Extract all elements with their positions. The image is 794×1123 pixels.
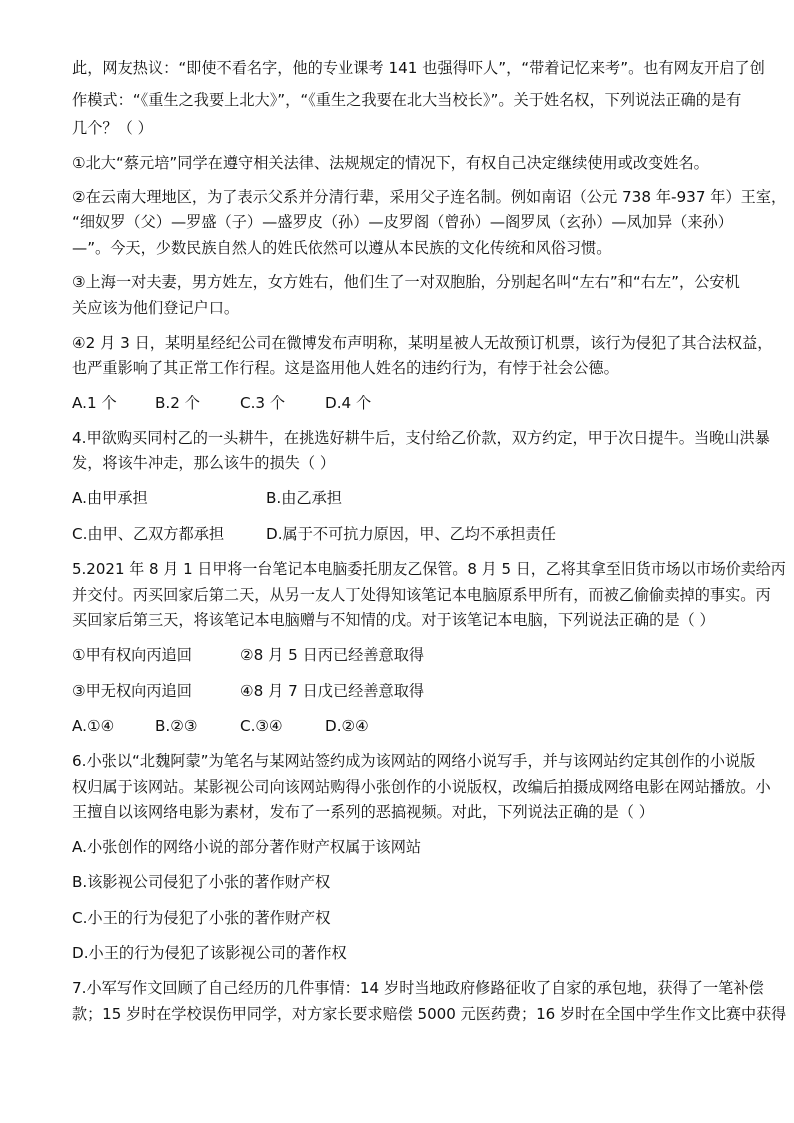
q3-option-d: D.4 个 [325, 394, 372, 412]
q5-option-d: D.②④ [325, 717, 369, 735]
q5-item-4: ④8 月 7 日戊已经善意取得 [240, 682, 425, 700]
q5-option-a: A.①④ [72, 717, 115, 735]
q6-stem-line: 王擅自以该网络电影为素材，发布了一系列的恶搞视频。对此，下列说法正确的是（ ） [72, 803, 654, 821]
q5-item-2: ②8 月 5 日丙已经善意取得 [240, 646, 425, 664]
q6-stem-line: 6.小张以“北魏阿蒙”为笔名与某网站签约成为该网站的网络小说写手，并与该网站约定其创作的小说版 [72, 752, 756, 770]
statement-4-line: 也严重影响了其正常工作行程。这是盗用他人姓名的违约行为，有悖于社会公德。 [72, 359, 619, 377]
statement-3-line: 关应该为他们登记户口。 [72, 299, 240, 317]
q5-item-1: ①甲有权向丙追回 [72, 646, 192, 664]
q6-option-c: C.小王的行为侵犯了小张的著作财产权 [72, 909, 331, 927]
q5-option-b: B.②③ [155, 717, 198, 735]
q5-item-3: ③甲无权向丙追回 [72, 682, 192, 700]
q6-option-d: D.小王的行为侵犯了该影视公司的著作权 [72, 944, 347, 962]
intro-line: 作模式：“《重生之我要上北大》”，“《重生之我要在北大当校长》”。关于姓名权，下列说法正确的是有 [72, 91, 742, 109]
q3-option-b: B.2 个 [155, 394, 200, 412]
q3-option-a: A.1 个 [72, 394, 117, 412]
q4-option-c: C.由甲、乙双方都承担 [72, 525, 225, 543]
q5-option-c: C.③④ [240, 717, 283, 735]
statement-2-line: —”。今天，少数民族自然人的姓氏依然可以遵从本民族的文化传统和风俗习惯。 [72, 239, 612, 257]
intro-line: 几个？（ ） [72, 119, 153, 137]
statement-2-line: “细奴罗（父）—罗盛（子）—盛罗皮（孙）—皮罗阁（曾孙）—阁罗凤（玄孙）—凤加异（来孙） [72, 213, 733, 231]
q4-stem-line: 发，将该牛冲走，那么该牛的损失（ ） [72, 454, 336, 472]
q5-stem-line: 买回家后第三天，将该笔记本电脑赠与不知情的戊。对于该笔记本电脑，下列说法正确的是（ ） [72, 611, 715, 629]
q7-stem-line: 款；15 岁时在学校误伤甲同学，对方家长要求赔偿 5000 元医药费；16 岁时在全国中学生作文比赛中获得 [72, 1005, 787, 1023]
statement-2-line: ②在云南大理地区，为了表示父系并分清行辈，采用父子连名制。例如南诏（公元 738 年-937 年）王室， [72, 188, 787, 206]
q7-stem-line: 7.小军写作文回顾了自己经历的几件事情：14 岁时当地政府修路征收了自家的承包地，获得了一笔补偿 [72, 979, 764, 997]
q3-option-c: C.3 个 [240, 394, 286, 412]
q4-option-b: B.由乙承担 [266, 489, 342, 507]
q6-stem-line: 权归属于该网站。某影视公司向该网站购得小张创作的小说版权，改编后拍摄成网络电影在网站播放。小 [72, 778, 771, 796]
q5-stem-line: 5.2021 年 8 月 1 日甲将一台笔记本电脑委托朋友乙保管。8 月 5 日，乙将其拿至旧货市场以市场价卖给丙 [72, 560, 786, 578]
q4-stem-line: 4.甲欲购买同村乙的一头耕牛，在挑选好耕牛后，支付给乙价款，双方约定，甲于次日提牛。当晚山洪暴 [72, 429, 770, 447]
intro-line: 此，网友热议：“即使不看名字，他的专业课考 141 也强得吓人”，“带着记忆来考”。也有网友开启了创 [72, 59, 765, 77]
q4-option-d: D.属于不可抗力原因，甲、乙均不承担责任 [266, 525, 556, 543]
q6-option-a: A.小张创作的网络小说的部分著作财产权属于该网站 [72, 838, 422, 856]
q4-option-a: A.由甲承担 [72, 489, 148, 507]
q5-stem-line: 并交付。丙买回家后第二天，从另一友人丁处得知该笔记本电脑原系甲所有，而被乙偷偷卖掉的事实。丙 [72, 586, 771, 604]
statement-4-line: ④2 月 3 日，某明星经纪公司在微博发布声明称，某明星被人无故预订机票，该行为侵犯了其合法权益， [72, 334, 773, 352]
statement-1: ①北大“蔡元培”同学在遵守相关法律、法规规定的情况下，有权自己决定继续使用或改变姓名。 [72, 154, 709, 172]
statement-3-line: ③上海一对夫妻，男方姓左，女方姓右，他们生了一对双胞胎，分别起名叫“左右”和“右左”，公安机 [72, 273, 740, 291]
q6-option-b: B.该影视公司侵犯了小张的著作财产权 [72, 873, 331, 891]
